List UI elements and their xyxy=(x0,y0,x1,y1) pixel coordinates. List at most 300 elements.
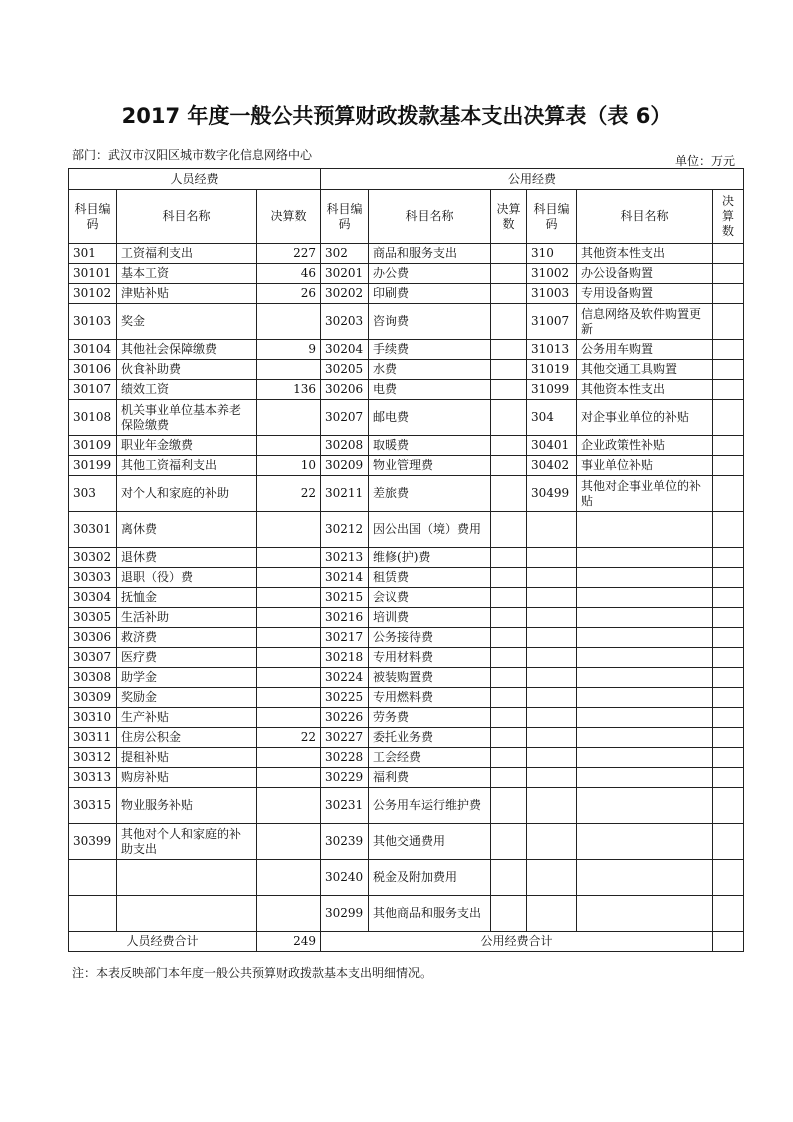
public-b-name-cell xyxy=(577,568,713,588)
public-a-code-cell: 30207 xyxy=(321,400,369,436)
public-a-name-cell: 专用燃料费 xyxy=(369,688,491,708)
personnel-name-cell xyxy=(117,896,257,932)
public-b-name-cell: 其他资本性支出 xyxy=(577,244,713,264)
public-b-amount-cell xyxy=(713,668,744,688)
personnel-amount-cell: 10 xyxy=(257,456,321,476)
personnel-amount-cell: 46 xyxy=(257,264,321,284)
public-a-name-cell: 会议费 xyxy=(369,588,491,608)
public-b-code-cell xyxy=(527,708,577,728)
public-b-code-cell: 31013 xyxy=(527,340,577,360)
personnel-name-cell: 生活补助 xyxy=(117,608,257,628)
public-b-amount-cell xyxy=(713,648,744,668)
public-a-name-cell: 公务用车运行维护费 xyxy=(369,788,491,824)
public-a-amount-cell xyxy=(491,896,527,932)
table-row xyxy=(69,708,744,728)
public-a-amount-cell xyxy=(491,708,527,728)
public-b-amount-cell xyxy=(713,708,744,728)
personnel-total-value: 249 xyxy=(257,932,321,952)
public-b-amount-cell xyxy=(713,788,744,824)
public-a-name-cell: 电费 xyxy=(369,380,491,400)
public-a-name-cell: 专用材料费 xyxy=(369,648,491,668)
table-row xyxy=(69,628,744,648)
public-a-code-cell: 30227 xyxy=(321,728,369,748)
personnel-name-cell: 职业年金缴费 xyxy=(117,436,257,456)
public-b-name-cell xyxy=(577,588,713,608)
expenditure-table xyxy=(68,168,744,952)
personnel-code-cell: 30310 xyxy=(69,708,117,728)
public-a-name-cell: 其他商品和服务支出 xyxy=(369,896,491,932)
personnel-name-cell: 医疗费 xyxy=(117,648,257,668)
public-a-code-cell: 30215 xyxy=(321,588,369,608)
personnel-amount-cell: 9 xyxy=(257,340,321,360)
department-label: 部门：武汉市汉阳区城市数字化信息网络中心 xyxy=(72,148,313,162)
public-b-name-cell: 其他交通工具购置 xyxy=(577,360,713,380)
public-b-amount-cell xyxy=(713,860,744,896)
personnel-name-cell: 物业服务补贴 xyxy=(117,788,257,824)
personnel-code-cell: 30104 xyxy=(69,340,117,360)
unit-label: 单位：万元 xyxy=(674,154,735,168)
personnel-amount-cell xyxy=(257,608,321,628)
personnel-code-cell: 30307 xyxy=(69,648,117,668)
public-a-amount-cell xyxy=(491,244,527,264)
public-b-name-cell xyxy=(577,708,713,728)
public-a-name-cell: 办公费 xyxy=(369,264,491,284)
public-a-code-cell: 30214 xyxy=(321,568,369,588)
personnel-code-cell: 30103 xyxy=(69,304,117,340)
public-a-amount-cell xyxy=(491,380,527,400)
table-row xyxy=(69,512,744,548)
personnel-name-cell: 其他对个人和家庭的补助支出 xyxy=(117,824,257,860)
public-a-name-cell: 培训费 xyxy=(369,608,491,628)
public-b-code-cell xyxy=(527,688,577,708)
personnel-amount-cell xyxy=(257,512,321,548)
public-a-amount-cell xyxy=(491,456,527,476)
personnel-code-cell: 303 xyxy=(69,476,117,512)
personnel-name-cell: 绩效工资 xyxy=(117,380,257,400)
table-row xyxy=(69,648,744,668)
public-a-code-cell: 30299 xyxy=(321,896,369,932)
public-a-amount-cell xyxy=(491,548,527,568)
personnel-amount-cell xyxy=(257,360,321,380)
public-b-code-cell xyxy=(527,628,577,648)
personnel-amount-cell: 22 xyxy=(257,728,321,748)
personnel-code-cell: 30303 xyxy=(69,568,117,588)
personnel-code-cell: 30313 xyxy=(69,768,117,788)
public-a-name-cell: 咨询费 xyxy=(369,304,491,340)
public-a-code-cell: 30225 xyxy=(321,688,369,708)
public-b-code-cell xyxy=(527,512,577,548)
public-a-code-cell: 30203 xyxy=(321,304,369,340)
personnel-amount-cell: 136 xyxy=(257,380,321,400)
personnel-amount-cell: 227 xyxy=(257,244,321,264)
public-a-code-cell: 30239 xyxy=(321,824,369,860)
public-b-amount-cell xyxy=(713,548,744,568)
col-header-name: 科目名称 xyxy=(117,190,257,244)
public-a-amount-cell xyxy=(491,748,527,768)
public-a-name-cell: 被装购置费 xyxy=(369,668,491,688)
personnel-amount-cell xyxy=(257,748,321,768)
public-b-amount-cell xyxy=(713,360,744,380)
public-a-amount-cell xyxy=(491,648,527,668)
personnel-code-cell: 30312 xyxy=(69,748,117,768)
public-a-name-cell: 邮电费 xyxy=(369,400,491,436)
personnel-code-cell: 30309 xyxy=(69,688,117,708)
public-b-amount-cell xyxy=(713,304,744,340)
public-b-code-cell: 30499 xyxy=(527,476,577,512)
personnel-code-cell: 30315 xyxy=(69,788,117,824)
public-a-amount-cell xyxy=(491,512,527,548)
personnel-total-label: 人员经费合计 xyxy=(69,932,257,952)
personnel-amount-cell xyxy=(257,568,321,588)
personnel-amount-cell xyxy=(257,304,321,340)
personnel-name-cell: 住房公积金 xyxy=(117,728,257,748)
personnel-name-cell: 生产补贴 xyxy=(117,708,257,728)
personnel-amount-cell xyxy=(257,688,321,708)
public-a-name-cell: 公务接待费 xyxy=(369,628,491,648)
public-a-name-cell: 手续费 xyxy=(369,340,491,360)
personnel-code-cell: 30308 xyxy=(69,668,117,688)
personnel-name-cell: 救济费 xyxy=(117,628,257,648)
public-b-code-cell xyxy=(527,568,577,588)
personnel-amount-cell xyxy=(257,400,321,436)
public-b-name-cell xyxy=(577,668,713,688)
table-row xyxy=(69,688,744,708)
public-b-name-cell xyxy=(577,688,713,708)
public-a-amount-cell xyxy=(491,788,527,824)
public-b-amount-cell xyxy=(713,768,744,788)
public-a-code-cell: 30217 xyxy=(321,628,369,648)
personnel-group-header: 人员经费 xyxy=(69,169,321,190)
public-b-name-cell: 对企事业单位的补贴 xyxy=(577,400,713,436)
personnel-code-cell: 30107 xyxy=(69,380,117,400)
public-b-amount-cell xyxy=(713,400,744,436)
table-row xyxy=(69,360,744,380)
public-b-amount-cell xyxy=(713,748,744,768)
public-b-name-cell: 办公设备购置 xyxy=(577,264,713,284)
public-b-name-cell: 企业政策性补贴 xyxy=(577,436,713,456)
table-row xyxy=(69,380,744,400)
personnel-code-cell: 30305 xyxy=(69,608,117,628)
public-b-amount-cell xyxy=(713,436,744,456)
public-a-amount-cell xyxy=(491,728,527,748)
personnel-name-cell: 其他社会保障缴费 xyxy=(117,340,257,360)
personnel-name-cell: 奖励金 xyxy=(117,688,257,708)
public-b-amount-cell xyxy=(713,824,744,860)
public-b-amount-cell xyxy=(713,896,744,932)
public-b-code-cell: 30401 xyxy=(527,436,577,456)
personnel-code-cell: 30101 xyxy=(69,264,117,284)
public-b-name-cell xyxy=(577,896,713,932)
public-b-name-cell xyxy=(577,608,713,628)
public-b-code-cell: 31007 xyxy=(527,304,577,340)
public-a-code-cell: 30201 xyxy=(321,264,369,284)
public-a-code-cell: 30206 xyxy=(321,380,369,400)
personnel-amount-cell xyxy=(257,628,321,648)
public-b-amount-cell xyxy=(713,476,744,512)
public-b-name-cell xyxy=(577,860,713,896)
personnel-code-cell: 30109 xyxy=(69,436,117,456)
personnel-code-cell: 30102 xyxy=(69,284,117,304)
public-a-code-cell: 30226 xyxy=(321,708,369,728)
table-row xyxy=(69,304,744,340)
public-a-name-cell: 租赁费 xyxy=(369,568,491,588)
personnel-amount-cell xyxy=(257,860,321,896)
public-group-header: 公用经费 xyxy=(321,169,744,190)
personnel-amount-cell xyxy=(257,548,321,568)
personnel-code-cell xyxy=(69,860,117,896)
public-a-code-cell: 30211 xyxy=(321,476,369,512)
public-b-code-cell xyxy=(527,824,577,860)
table-row xyxy=(69,264,744,284)
public-a-name-cell: 取暖费 xyxy=(369,436,491,456)
public-a-amount-cell xyxy=(491,400,527,436)
public-b-amount-cell xyxy=(713,284,744,304)
public-a-code-cell: 30216 xyxy=(321,608,369,628)
table-row xyxy=(69,768,744,788)
public-b-code-cell xyxy=(527,788,577,824)
public-b-name-cell xyxy=(577,648,713,668)
public-a-name-cell: 商品和服务支出 xyxy=(369,244,491,264)
public-total-value xyxy=(713,932,744,952)
table-row xyxy=(69,456,744,476)
public-b-name-cell: 其他资本性支出 xyxy=(577,380,713,400)
public-a-code-cell: 30228 xyxy=(321,748,369,768)
public-a-name-cell: 印刷费 xyxy=(369,284,491,304)
personnel-name-cell: 抚恤金 xyxy=(117,588,257,608)
personnel-amount-cell xyxy=(257,788,321,824)
personnel-name-cell: 奖金 xyxy=(117,304,257,340)
personnel-amount-cell: 26 xyxy=(257,284,321,304)
public-a-amount-cell xyxy=(491,628,527,648)
public-a-name-cell: 税金及附加费用 xyxy=(369,860,491,896)
personnel-name-cell: 购房补贴 xyxy=(117,768,257,788)
public-b-amount-cell xyxy=(713,728,744,748)
public-a-amount-cell xyxy=(491,768,527,788)
personnel-amount-cell xyxy=(257,824,321,860)
personnel-code-cell: 30399 xyxy=(69,824,117,860)
public-a-code-cell: 30208 xyxy=(321,436,369,456)
public-b-amount-cell xyxy=(713,628,744,648)
table-row xyxy=(69,824,744,860)
personnel-name-cell: 其他工资福利支出 xyxy=(117,456,257,476)
col-header-name: 科目名称 xyxy=(369,190,491,244)
table-row xyxy=(69,748,744,768)
personnel-name-cell xyxy=(117,860,257,896)
public-b-name-cell xyxy=(577,824,713,860)
table-row xyxy=(69,668,744,688)
public-a-code-cell: 30205 xyxy=(321,360,369,380)
public-a-amount-cell xyxy=(491,824,527,860)
personnel-amount-cell xyxy=(257,896,321,932)
personnel-amount-cell xyxy=(257,588,321,608)
col-header-amount: 决算数 xyxy=(713,190,744,244)
public-b-amount-cell xyxy=(713,688,744,708)
public-b-code-cell xyxy=(527,608,577,628)
col-header-code: 科目编码 xyxy=(527,190,577,244)
public-a-name-cell: 水费 xyxy=(369,360,491,380)
public-a-name-cell: 差旅费 xyxy=(369,476,491,512)
public-b-name-cell: 专用设备购置 xyxy=(577,284,713,304)
public-a-code-cell: 30240 xyxy=(321,860,369,896)
public-b-name-cell: 信息网络及软件购置更新 xyxy=(577,304,713,340)
personnel-name-cell: 离休费 xyxy=(117,512,257,548)
table-row xyxy=(69,788,744,824)
public-a-amount-cell xyxy=(491,476,527,512)
public-a-amount-cell xyxy=(491,688,527,708)
table-row xyxy=(69,244,744,264)
public-b-name-cell xyxy=(577,728,713,748)
public-a-amount-cell xyxy=(491,304,527,340)
personnel-code-cell xyxy=(69,896,117,932)
personnel-code-cell: 30304 xyxy=(69,588,117,608)
personnel-amount-cell xyxy=(257,648,321,668)
personnel-name-cell: 伙食补助费 xyxy=(117,360,257,380)
table-row xyxy=(69,400,744,436)
personnel-name-cell: 津贴补贴 xyxy=(117,284,257,304)
personnel-name-cell: 退休费 xyxy=(117,548,257,568)
public-b-code-cell xyxy=(527,748,577,768)
public-a-code-cell: 30209 xyxy=(321,456,369,476)
public-b-amount-cell xyxy=(713,512,744,548)
public-a-code-cell: 30212 xyxy=(321,512,369,548)
public-b-amount-cell xyxy=(713,608,744,628)
public-b-name-cell: 公务用车购置 xyxy=(577,340,713,360)
table-row xyxy=(69,728,744,748)
public-b-code-cell xyxy=(527,648,577,668)
personnel-code-cell: 30302 xyxy=(69,548,117,568)
public-a-code-cell: 302 xyxy=(321,244,369,264)
public-a-code-cell: 30231 xyxy=(321,788,369,824)
personnel-name-cell: 工资福利支出 xyxy=(117,244,257,264)
public-b-amount-cell xyxy=(713,456,744,476)
table-row xyxy=(69,588,744,608)
public-b-code-cell: 31002 xyxy=(527,264,577,284)
public-b-name-cell xyxy=(577,628,713,648)
personnel-name-cell: 助学金 xyxy=(117,668,257,688)
personnel-name-cell: 基本工资 xyxy=(117,264,257,284)
public-a-amount-cell xyxy=(491,360,527,380)
public-b-amount-cell xyxy=(713,340,744,360)
personnel-amount-cell xyxy=(257,708,321,728)
public-b-name-cell xyxy=(577,512,713,548)
public-b-code-cell: 31003 xyxy=(527,284,577,304)
personnel-code-cell: 301 xyxy=(69,244,117,264)
public-b-code-cell xyxy=(527,668,577,688)
table-row xyxy=(69,476,744,512)
table-row xyxy=(69,860,744,896)
public-b-code-cell xyxy=(527,548,577,568)
personnel-amount-cell xyxy=(257,668,321,688)
personnel-code-cell: 30311 xyxy=(69,728,117,748)
table-row xyxy=(69,436,744,456)
public-a-amount-cell xyxy=(491,340,527,360)
table-row xyxy=(69,896,744,932)
public-b-amount-cell xyxy=(713,264,744,284)
public-b-code-cell: 30402 xyxy=(527,456,577,476)
public-a-name-cell: 福利费 xyxy=(369,768,491,788)
public-a-name-cell: 因公出国（境）费用 xyxy=(369,512,491,548)
table-row xyxy=(69,340,744,360)
public-b-code-cell xyxy=(527,860,577,896)
public-b-code-cell: 31019 xyxy=(527,360,577,380)
public-b-code-cell: 31099 xyxy=(527,380,577,400)
public-b-name-cell xyxy=(577,768,713,788)
personnel-amount-cell xyxy=(257,436,321,456)
personnel-code-cell: 30199 xyxy=(69,456,117,476)
public-b-name-cell: 其他对企事业单位的补贴 xyxy=(577,476,713,512)
public-a-code-cell: 30229 xyxy=(321,768,369,788)
public-a-name-cell: 委托业务费 xyxy=(369,728,491,748)
public-b-code-cell: 310 xyxy=(527,244,577,264)
personnel-code-cell: 30301 xyxy=(69,512,117,548)
table-row xyxy=(69,284,744,304)
public-b-name-cell: 事业单位补贴 xyxy=(577,456,713,476)
public-a-name-cell: 物业管理费 xyxy=(369,456,491,476)
public-b-name-cell xyxy=(577,748,713,768)
col-header-amount: 决算数 xyxy=(257,190,321,244)
personnel-code-cell: 30306 xyxy=(69,628,117,648)
public-b-name-cell xyxy=(577,788,713,824)
public-a-name-cell: 维修(护)费 xyxy=(369,548,491,568)
personnel-amount-cell: 22 xyxy=(257,476,321,512)
col-header-code: 科目编码 xyxy=(321,190,369,244)
col-header-code: 科目编码 xyxy=(69,190,117,244)
col-header-amount: 决算数 xyxy=(491,190,527,244)
public-b-code-cell xyxy=(527,588,577,608)
public-b-amount-cell xyxy=(713,588,744,608)
footnote: 注：本表反映部门本年度一般公共预算财政拨款基本支出明细情况。 xyxy=(72,966,433,980)
public-total-label: 公用经费合计 xyxy=(321,932,713,952)
public-b-amount-cell xyxy=(713,244,744,264)
personnel-amount-cell xyxy=(257,768,321,788)
public-b-code-cell xyxy=(527,728,577,748)
personnel-name-cell: 对个人和家庭的补助 xyxy=(117,476,257,512)
public-a-name-cell: 其他交通费用 xyxy=(369,824,491,860)
table-row xyxy=(69,568,744,588)
personnel-name-cell: 提租补贴 xyxy=(117,748,257,768)
public-a-amount-cell xyxy=(491,588,527,608)
public-b-name-cell xyxy=(577,548,713,568)
public-a-amount-cell xyxy=(491,284,527,304)
public-a-amount-cell xyxy=(491,668,527,688)
public-a-name-cell: 工会经费 xyxy=(369,748,491,768)
personnel-code-cell: 30108 xyxy=(69,400,117,436)
personnel-name-cell: 退职（役）费 xyxy=(117,568,257,588)
public-a-amount-cell xyxy=(491,568,527,588)
public-a-amount-cell xyxy=(491,264,527,284)
public-b-code-cell xyxy=(527,768,577,788)
public-a-name-cell: 劳务费 xyxy=(369,708,491,728)
public-a-code-cell: 30213 xyxy=(321,548,369,568)
public-a-code-cell: 30218 xyxy=(321,648,369,668)
col-header-name: 科目名称 xyxy=(577,190,713,244)
public-a-code-cell: 30224 xyxy=(321,668,369,688)
personnel-code-cell: 30106 xyxy=(69,360,117,380)
public-b-code-cell xyxy=(527,896,577,932)
public-b-code-cell: 304 xyxy=(527,400,577,436)
public-a-code-cell: 30204 xyxy=(321,340,369,360)
table-row xyxy=(69,548,744,568)
public-b-amount-cell xyxy=(713,568,744,588)
public-a-amount-cell xyxy=(491,436,527,456)
public-a-amount-cell xyxy=(491,860,527,896)
public-b-amount-cell xyxy=(713,380,744,400)
page-title: 2017 年度一般公共预算财政拨款基本支出决算表（表 6） xyxy=(121,104,672,128)
personnel-name-cell: 机关事业单位基本养老保险缴费 xyxy=(117,400,257,436)
public-a-amount-cell xyxy=(491,608,527,628)
table-row xyxy=(69,608,744,628)
public-a-code-cell: 30202 xyxy=(321,284,369,304)
